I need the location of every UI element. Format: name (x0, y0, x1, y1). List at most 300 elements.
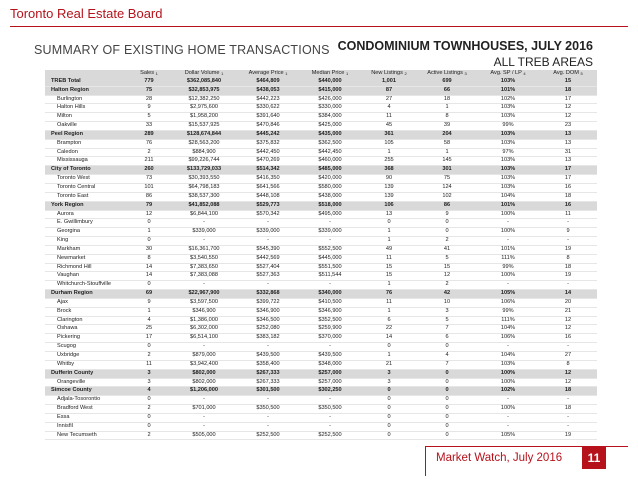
table-row (45, 254, 597, 263)
table-row (45, 245, 597, 254)
value-cell: 101% (477, 245, 539, 254)
value-cell: $301,500 (237, 387, 299, 396)
value-cell: 17 (539, 175, 597, 184)
region-total-row (45, 387, 597, 396)
value-cell: 76 (361, 290, 417, 299)
value-cell: $545,390 (237, 245, 299, 254)
value-cell: 0 (361, 422, 417, 431)
value-cell: 76 (127, 139, 171, 148)
value-cell: $435,000 (299, 130, 361, 139)
table-row (45, 298, 597, 307)
area-name-cell: Dufferin County (45, 369, 127, 378)
value-cell: $442,569 (237, 254, 299, 263)
value-cell: - (299, 237, 361, 246)
value-cell: $352,500 (299, 316, 361, 325)
area-name-cell: Toronto Central (45, 183, 127, 192)
value-cell: 9 (417, 210, 477, 219)
value-cell: 0 (127, 219, 171, 228)
column-header (417, 70, 477, 78)
column-footnote: 2 (404, 71, 407, 76)
value-cell: - (299, 281, 361, 290)
area-name-cell: Innisfil (45, 422, 127, 431)
value-cell: 15 (361, 263, 417, 272)
value-cell: 12 (417, 272, 477, 281)
value-cell: $339,000 (299, 228, 361, 237)
value-cell: 124 (417, 183, 477, 192)
value-cell: $332,868 (237, 290, 299, 299)
value-cell: $346,900 (299, 307, 361, 316)
value-cell: 22 (361, 325, 417, 334)
value-cell: $384,000 (299, 113, 361, 122)
value-cell: - (171, 237, 237, 246)
footer-separator (425, 446, 426, 476)
value-cell: 103% (477, 175, 539, 184)
value-cell: 1 (361, 281, 417, 290)
value-cell: - (299, 396, 361, 405)
table-header-row (45, 70, 597, 78)
value-cell: $1,206,000 (171, 387, 237, 396)
value-cell: 101 (127, 183, 171, 192)
value-cell: - (477, 422, 539, 431)
value-cell: - (539, 237, 597, 246)
value-cell: 90 (361, 175, 417, 184)
report-title (338, 38, 593, 70)
value-cell: 0 (361, 343, 417, 352)
value-cell: 58 (417, 139, 477, 148)
table-row (45, 352, 597, 361)
value-cell: 39 (417, 122, 477, 131)
value-cell: 1 (361, 307, 417, 316)
table-row (45, 378, 597, 387)
page-number: 11 (582, 447, 606, 469)
value-cell: 145 (417, 157, 477, 166)
value-cell: 16 (539, 201, 597, 210)
area-name-cell: Milton (45, 113, 127, 122)
value-cell: 15 (417, 263, 477, 272)
value-cell: $527,363 (237, 272, 299, 281)
value-cell: 111% (477, 316, 539, 325)
table-row (45, 307, 597, 316)
table-row (45, 325, 597, 334)
value-cell: $346,900 (237, 307, 299, 316)
value-cell: 289 (127, 130, 171, 139)
region-total-row (45, 290, 597, 299)
area-name-cell: Aurora (45, 210, 127, 219)
value-cell: 0 (361, 413, 417, 422)
value-cell: $527,404 (237, 263, 299, 272)
value-cell: $339,000 (171, 228, 237, 237)
area-name-cell: Adjala-Tosorontio (45, 396, 127, 405)
region-total-row (45, 86, 597, 95)
value-cell: $370,000 (299, 334, 361, 343)
area-name-cell: Oshawa (45, 325, 127, 334)
value-cell: 3 (127, 369, 171, 378)
value-cell: - (477, 237, 539, 246)
value-cell: 103% (477, 183, 539, 192)
value-cell: 0 (361, 405, 417, 414)
value-cell: $445,242 (237, 130, 299, 139)
column-header (477, 70, 539, 78)
value-cell: 16 (539, 334, 597, 343)
value-cell: 0 (361, 219, 417, 228)
area-name-cell: Newmarket (45, 254, 127, 263)
table-row (45, 334, 597, 343)
value-cell: $7,383,088 (171, 272, 237, 281)
value-cell: $267,333 (237, 369, 299, 378)
value-cell: 33 (127, 122, 171, 131)
value-cell: 2 (417, 281, 477, 290)
value-cell: 21 (539, 307, 597, 316)
value-cell: $425,000 (299, 122, 361, 131)
value-cell: $16,361,700 (171, 245, 237, 254)
value-cell: 13 (539, 130, 597, 139)
value-cell: 1 (127, 228, 171, 237)
region-total-row (45, 369, 597, 378)
value-cell: $383,182 (237, 334, 299, 343)
value-cell: $133,729,033 (171, 166, 237, 175)
value-cell: 103% (477, 104, 539, 113)
value-cell: $440,000 (299, 78, 361, 86)
value-cell: 12 (539, 369, 597, 378)
table-row (45, 343, 597, 352)
value-cell: - (539, 219, 597, 228)
value-cell: 12 (539, 325, 597, 334)
value-cell: $330,622 (237, 104, 299, 113)
transactions-table (45, 70, 597, 440)
table-row (45, 431, 597, 440)
value-cell: 12 (539, 113, 597, 122)
value-cell: - (539, 281, 597, 290)
value-cell: 23 (539, 122, 597, 131)
column-header-label: Avg. SP / LP (490, 70, 522, 76)
value-cell: - (171, 219, 237, 228)
area-name-cell: Brampton (45, 139, 127, 148)
table-row (45, 405, 597, 414)
value-cell: 103% (477, 139, 539, 148)
area-name-cell: Halton Region (45, 86, 127, 95)
value-cell: 0 (417, 405, 477, 414)
value-cell: 2 (127, 405, 171, 414)
value-cell: $552,500 (299, 245, 361, 254)
table-row (45, 113, 597, 122)
value-cell: $267,333 (237, 378, 299, 387)
value-cell: - (299, 413, 361, 422)
value-cell: 1 (361, 148, 417, 157)
value-cell: 5 (417, 316, 477, 325)
brand-name: Toronto Real Estate Board (10, 6, 163, 21)
table-row (45, 183, 597, 192)
value-cell: $64,798,183 (171, 183, 237, 192)
value-cell: 100% (477, 405, 539, 414)
value-cell: $442,450 (237, 148, 299, 157)
value-cell: $350,500 (237, 405, 299, 414)
area-name-cell: Clarington (45, 316, 127, 325)
value-cell: 15 (539, 78, 597, 86)
region-total-row (45, 201, 597, 210)
value-cell: 86 (127, 192, 171, 201)
value-cell: 99% (477, 122, 539, 131)
value-cell: 14 (361, 334, 417, 343)
value-cell: 1 (361, 352, 417, 361)
summary-title: SUMMARY OF EXISTING HOME TRANSACTIONS (34, 43, 330, 57)
value-cell: $302,250 (299, 387, 361, 396)
column-header-label: Active Listings (427, 70, 463, 76)
value-cell: $884,900 (171, 148, 237, 157)
value-cell: 8 (127, 254, 171, 263)
value-cell: $252,500 (299, 431, 361, 440)
area-name-cell: Simcoe County (45, 387, 127, 396)
table-row (45, 413, 597, 422)
value-cell: 0 (127, 237, 171, 246)
value-cell: 101% (477, 201, 539, 210)
area-name-cell: Pickering (45, 334, 127, 343)
value-cell: 4 (127, 387, 171, 396)
table-row (45, 95, 597, 104)
value-cell: 106 (361, 201, 417, 210)
value-cell: $375,832 (237, 139, 299, 148)
value-cell: 19 (539, 245, 597, 254)
value-cell: 0 (417, 369, 477, 378)
value-cell: 0 (417, 422, 477, 431)
value-cell: $426,000 (299, 95, 361, 104)
area-name-cell: Mississauga (45, 157, 127, 166)
column-footnote: 1 (221, 71, 224, 76)
value-cell: 18 (417, 95, 477, 104)
table-row (45, 148, 597, 157)
value-cell: 27 (539, 352, 597, 361)
region-total-row (45, 78, 597, 86)
column-header (45, 70, 127, 78)
table-row (45, 360, 597, 369)
value-cell: 75 (127, 86, 171, 95)
table-row (45, 316, 597, 325)
value-cell: 103% (477, 113, 539, 122)
column-header (361, 70, 417, 78)
table-body (45, 78, 597, 440)
value-cell: 3 (361, 369, 417, 378)
value-cell: 9 (127, 298, 171, 307)
value-cell: $348,000 (299, 360, 361, 369)
value-cell: 11 (361, 254, 417, 263)
value-cell: 2 (127, 431, 171, 440)
area-name-cell: TREB Total (45, 78, 127, 86)
value-cell: 27 (361, 95, 417, 104)
value-cell: 0 (417, 413, 477, 422)
value-cell: $15,537,925 (171, 122, 237, 131)
value-cell: 18 (539, 387, 597, 396)
table-row (45, 175, 597, 184)
value-cell: 15 (361, 272, 417, 281)
value-cell: 0 (417, 219, 477, 228)
value-cell: $339,000 (237, 228, 299, 237)
value-cell: $6,844,100 (171, 210, 237, 219)
value-cell: 103% (477, 360, 539, 369)
value-cell: $439,500 (237, 352, 299, 361)
value-cell: 102% (477, 95, 539, 104)
area-name-cell: Georgina (45, 228, 127, 237)
value-cell: - (539, 396, 597, 405)
value-cell: $30,393,550 (171, 175, 237, 184)
table-row (45, 228, 597, 237)
column-header (539, 70, 597, 78)
value-cell: $3,942,400 (171, 360, 237, 369)
value-cell: $464,809 (237, 78, 299, 86)
column-header-label: Average Price (248, 70, 284, 76)
value-cell: $257,000 (299, 378, 361, 387)
area-name-cell: Orangeville (45, 378, 127, 387)
value-cell: 0 (417, 396, 477, 405)
value-cell: $6,302,000 (171, 325, 237, 334)
value-cell: $802,000 (171, 369, 237, 378)
value-cell: 0 (127, 396, 171, 405)
area-name-cell: Uxbridge (45, 352, 127, 361)
table-row (45, 272, 597, 281)
value-cell: $415,000 (299, 86, 361, 95)
value-cell: 1,001 (361, 78, 417, 86)
value-cell: 30 (127, 245, 171, 254)
table-row (45, 104, 597, 113)
value-cell: $259,900 (299, 325, 361, 334)
area-name-cell: E. Gwillimbury (45, 219, 127, 228)
area-name-cell: Vaughan (45, 272, 127, 281)
value-cell: 4 (417, 352, 477, 361)
value-cell: $28,563,200 (171, 139, 237, 148)
table-row (45, 422, 597, 431)
value-cell: 103% (477, 157, 539, 166)
column-footnote: 5 (580, 71, 583, 76)
value-cell: $38,537,300 (171, 192, 237, 201)
value-cell: $7,383,650 (171, 263, 237, 272)
report-title-main: CONDOMINIUM TOWNHOUSES, JULY 2016 (337, 39, 593, 53)
value-cell: - (237, 343, 299, 352)
area-name-cell: Scugog (45, 343, 127, 352)
value-cell: - (237, 219, 299, 228)
value-cell: $442,223 (237, 95, 299, 104)
value-cell: 8 (417, 113, 477, 122)
value-cell: 42 (417, 290, 477, 299)
area-name-cell: Whitby (45, 360, 127, 369)
value-cell: - (171, 343, 237, 352)
value-cell: 105 (361, 139, 417, 148)
value-cell: 0 (361, 387, 417, 396)
value-cell: 3 (417, 307, 477, 316)
value-cell: 105% (477, 431, 539, 440)
value-cell: 8 (539, 254, 597, 263)
value-cell: $362,085,840 (171, 78, 237, 86)
value-cell: $252,080 (237, 325, 299, 334)
column-header (127, 70, 171, 78)
value-cell: $448,108 (237, 192, 299, 201)
value-cell: 111% (477, 254, 539, 263)
value-cell: 73 (127, 175, 171, 184)
value-cell: 8 (539, 360, 597, 369)
value-cell: 49 (361, 245, 417, 254)
value-cell: 79 (127, 201, 171, 210)
value-cell: $3,597,500 (171, 298, 237, 307)
value-cell: - (477, 413, 539, 422)
value-cell: 301 (417, 166, 477, 175)
value-cell: 104% (477, 192, 539, 201)
table-row (45, 192, 597, 201)
value-cell: 99% (477, 263, 539, 272)
value-cell: $420,000 (299, 175, 361, 184)
value-cell: 0 (127, 343, 171, 352)
value-cell: 11 (127, 360, 171, 369)
column-footnote: 3 (464, 71, 467, 76)
value-cell: 361 (361, 130, 417, 139)
value-cell: 12 (539, 316, 597, 325)
column-header-label: Avg. DOM (553, 70, 579, 76)
area-name-cell: Essa (45, 413, 127, 422)
area-name-cell: Caledon (45, 148, 127, 157)
value-cell: $252,500 (237, 431, 299, 440)
area-name-cell: Burlington (45, 95, 127, 104)
table-row (45, 237, 597, 246)
value-cell: 10 (417, 298, 477, 307)
value-cell: $416,350 (237, 175, 299, 184)
value-cell: - (477, 396, 539, 405)
table-row (45, 219, 597, 228)
area-name-cell: Peel Region (45, 130, 127, 139)
value-cell: 14 (127, 263, 171, 272)
value-cell: 19 (539, 431, 597, 440)
value-cell: 11 (361, 298, 417, 307)
value-cell: $470,269 (237, 157, 299, 166)
value-cell: 3 (361, 378, 417, 387)
value-cell: 2 (127, 148, 171, 157)
column-header-label: New Listings (371, 70, 403, 76)
value-cell: 69 (127, 290, 171, 299)
column-header (237, 70, 299, 78)
value-cell: 66 (417, 86, 477, 95)
value-cell: 9 (539, 228, 597, 237)
value-cell: 4 (361, 104, 417, 113)
value-cell: $257,000 (299, 369, 361, 378)
value-cell: - (477, 343, 539, 352)
area-name-cell: York Region (45, 201, 127, 210)
value-cell: - (171, 413, 237, 422)
value-cell: - (477, 281, 539, 290)
value-cell: 1 (127, 307, 171, 316)
value-cell: - (539, 413, 597, 422)
table-row (45, 157, 597, 166)
value-cell: $495,000 (299, 210, 361, 219)
value-cell: $32,853,975 (171, 86, 237, 95)
value-cell: $330,000 (299, 104, 361, 113)
value-cell: 21 (361, 360, 417, 369)
value-cell: 0 (417, 228, 477, 237)
value-cell: 14 (539, 290, 597, 299)
report-title-area: ALL TREB AREAS (493, 55, 593, 69)
value-cell: $340,000 (299, 290, 361, 299)
value-cell: 18 (539, 263, 597, 272)
value-cell: 14 (127, 272, 171, 281)
value-cell: $518,000 (299, 201, 361, 210)
region-total-row (45, 166, 597, 175)
column-footnote: 4 (523, 71, 526, 76)
value-cell: 13 (539, 157, 597, 166)
table-row (45, 122, 597, 131)
value-cell: 25 (127, 325, 171, 334)
value-cell: 6 (361, 316, 417, 325)
area-name-cell: Bradford West (45, 405, 127, 414)
value-cell: 139 (361, 192, 417, 201)
value-cell: 97% (477, 148, 539, 157)
value-cell: 368 (361, 166, 417, 175)
value-cell: $641,566 (237, 183, 299, 192)
value-cell: $439,500 (299, 352, 361, 361)
region-total-row (45, 130, 597, 139)
